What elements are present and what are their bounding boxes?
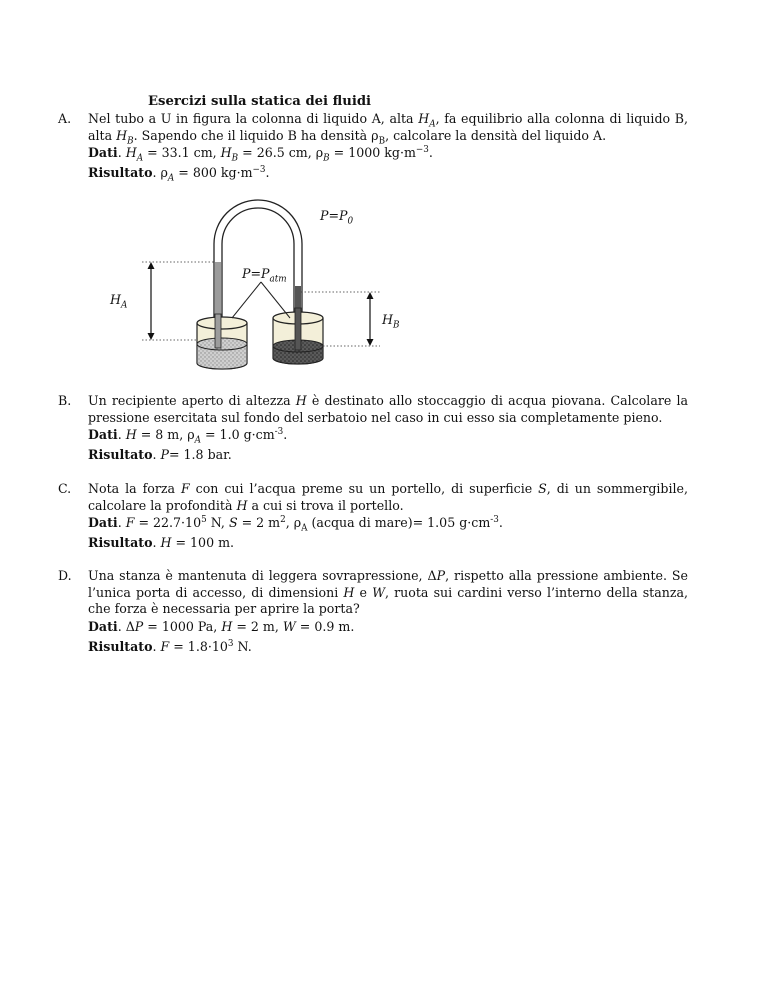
exercise-a-data: Dati. $H_A = 33.1$ cm, $H_B = 26.5$ cm, $\rho_B = 1000$ $kg\cdot m^{-3}$. bbox=[88, 144, 433, 164]
hb-label: $H_B$ bbox=[382, 312, 400, 331]
exercise-a-text: A. Nel tubo a U in figura la colonna di liquido A, alta $H_A$, fa equilibrio alla colonna di liquido B, alta $H_B$. Sapendo che il liquido B ha densità $\rho_B$, calcolare la densità del liquido A. bbox=[58, 111, 689, 147]
exercise-a-letter: A. bbox=[58, 111, 72, 126]
exercise-b-text: B. Un recipiente aperto di altezza H è destinato allo stoccaggio di acqua piovana. Calcolare la pressione esercitata sul fondo del serbatoio nel caso in cui esso sia completamente pieno. bbox=[58, 393, 688, 425]
exercise-d-data: Dati. ΔP = 1000 Pa, H = 2 m, W = 0.9 m. bbox=[88, 619, 355, 634]
hb-arrow bbox=[367, 292, 374, 346]
exercise-b-letter: B. bbox=[58, 393, 72, 408]
exercise-a-result: Risultato. $\rho_A = 800$ $kg\cdot m^{-3}$. bbox=[88, 164, 270, 184]
exercise-d-letter: D. bbox=[58, 568, 72, 583]
patm-label: $P=P_{atm}$ bbox=[242, 266, 287, 285]
exercise-c-data: Dati. $F = 22.7\cdot 10^5$ N, S = 2 $m^2$, $\rho_A$ (acqua di mare)= 1.05 $g\cdot cm^{-3}$. bbox=[88, 514, 503, 534]
page-title: Esercizi sulla statica dei fluidi bbox=[148, 94, 372, 109]
p0-label: $P=P_0$ bbox=[320, 208, 354, 227]
patm-pointer-lines bbox=[232, 282, 290, 318]
exercise-d-text: D. Una stanza è mantenuta di leggera sovrapressione, ΔP, rispetto alla pressione ambiente. Se l’unica porta di accesso, di dimensioni H e W, ruota sui cardini verso l’interno della stanza, che forza è necessaria per aprire la porta? bbox=[58, 568, 688, 616]
exercise-c-result: Risultato. H = 100 m. bbox=[88, 535, 235, 550]
left-beaker bbox=[197, 317, 247, 369]
exercise-b-data: Dati. H = 8 m, $\rho_A = 1.0$ $g\cdot cm^{-3}$. bbox=[88, 426, 288, 446]
exercise-c-letter: C. bbox=[58, 481, 72, 496]
u-tube-diagram bbox=[140, 196, 400, 376]
ha-label: $H_A$ bbox=[110, 292, 128, 311]
exercise-b-result: Risultato. P= 1.8 bar. bbox=[88, 447, 232, 462]
exercise-d-result: Risultato. $F = 1.8\cdot 10^3$ N. bbox=[88, 638, 252, 654]
ha-arrow bbox=[148, 262, 155, 340]
exercise-c-text: C. Nota la forza F con cui l’acqua preme su un portello, di superficie S, di un sommergibile, calcolare la profondità H a cui si trova il portello. bbox=[58, 481, 688, 513]
